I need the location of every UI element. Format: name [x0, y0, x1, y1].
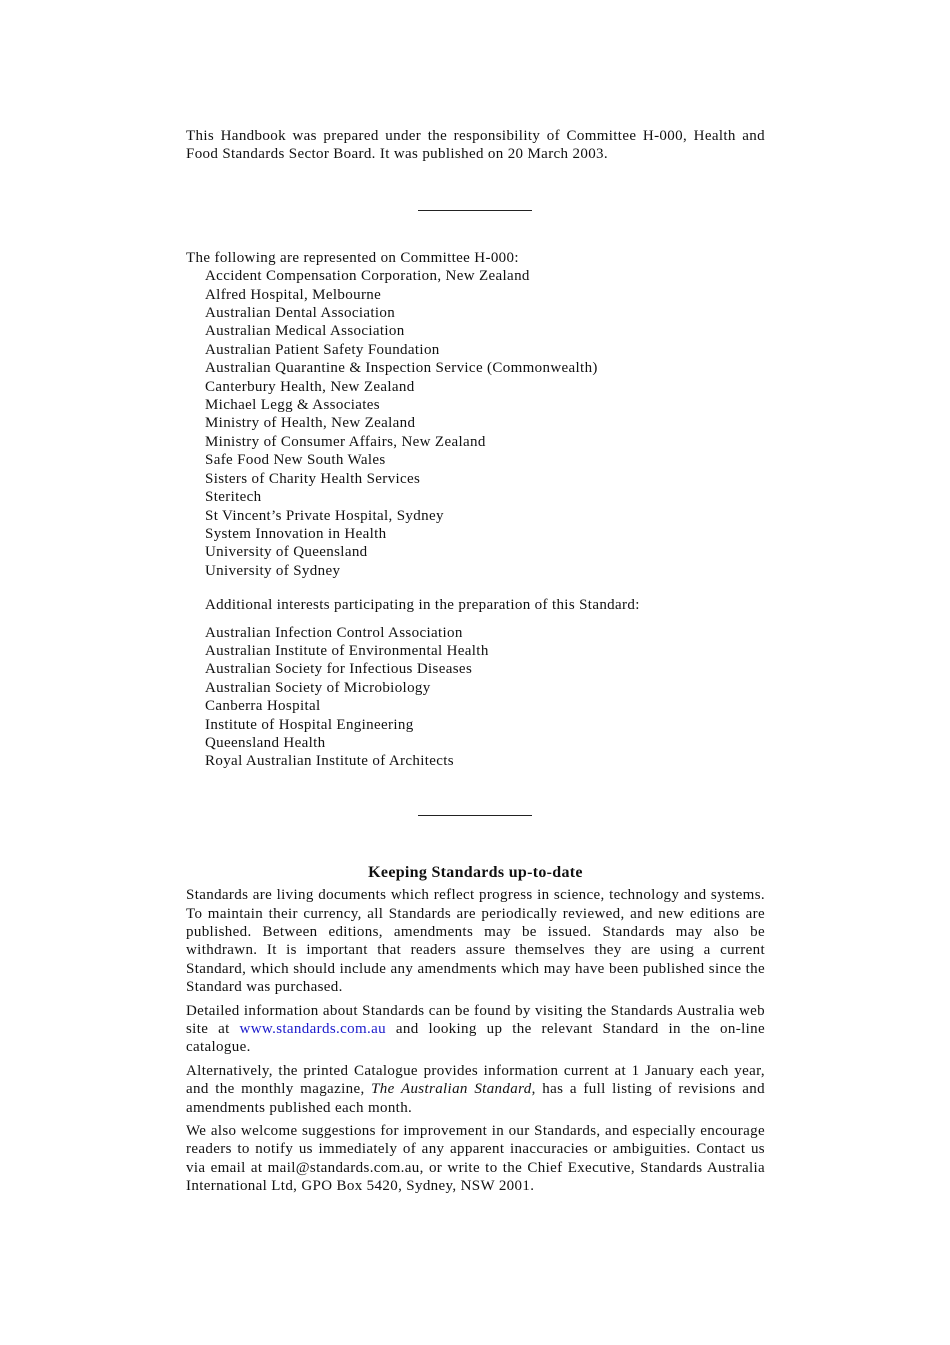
list-item: Accident Compensation Corporation, New Zealand	[205, 268, 530, 285]
list-item: Alfred Hospital, Melbourne	[205, 286, 382, 303]
list-item: Michael Legg & Associates	[205, 397, 380, 414]
paragraph-catalogue	[186, 1062, 765, 1117]
paragraph-text: Alternatively, the printed Catalogue provides information current at 1 January each year, and the monthly magazine,	[186, 1062, 765, 1098]
paragraph-text: , has a full listing of revisions and amendments published each month.	[186, 1081, 765, 1116]
paragraph-suggestions: We also welcome suggestions for improvement in our Standards, and especially encourage readers to notify us immediately of any apparent inaccuracies or ambiguities. Contact us via email at mail@standards.com.au, or write to the Chief Executive, Standards Australia International Ltd, GPO Box 5420, Sydney, NSW 2001.	[186, 1123, 765, 1195]
list-item: Institute of Hospital Engineering	[205, 716, 414, 733]
paragraph-web-info	[186, 1002, 765, 1057]
list-item: Australian Medical Association	[205, 323, 405, 340]
list-item: Australian Infection Control Association	[205, 624, 463, 641]
list-item: Canberra Hospital	[205, 698, 321, 715]
list-item: Royal Australian Institute of Architects	[205, 753, 454, 770]
list-item: Safe Food New South Wales	[205, 452, 386, 469]
list-item: Ministry of Consumer Affairs, New Zealand	[205, 433, 486, 450]
section-title: Keeping Standards up-to-date	[368, 863, 583, 881]
list-item: St Vincent’s Private Hospital, Sydney	[205, 507, 444, 524]
standards-website-link[interactable]: www.standards.com.au	[239, 1021, 386, 1038]
committee-member-list	[186, 267, 765, 580]
list-item: Queensland Health	[205, 734, 326, 751]
paragraph-standards-living: Standards are living documents which reflect progress in science, technology and systems. To maintain their currency, all Standards are periodically reviewed, and new editions are published. Between editions, amendments may be issued. Standards may also be withdrawn. It is important that readers assure themselves they are using a current Standard, which should include any amendments which may have been published since the Standard was purchased.	[186, 887, 765, 996]
additional-interests-list	[186, 624, 765, 771]
list-item: Australian Dental Association	[205, 305, 396, 322]
committee-heading: The following are represented on Committee H-000:	[186, 249, 519, 266]
document-page	[186, 127, 765, 1196]
list-item: University of Sydney	[205, 562, 341, 579]
list-item: Canterbury Health, New Zealand	[205, 378, 415, 395]
list-item: Australian Society of Microbiology	[205, 679, 431, 696]
list-item: Australian Quarantine & Inspection Service (Commonwealth)	[205, 360, 598, 377]
list-item: University of Queensland	[205, 544, 368, 561]
magazine-title: The Australian Standard	[371, 1081, 532, 1098]
list-item: Steritech	[205, 489, 262, 506]
list-item: Australian Patient Safety Foundation	[205, 341, 440, 358]
list-item: System Innovation in Health	[205, 525, 387, 542]
additional-interests-heading: Additional interests participating in the preparation of this Standard:	[205, 597, 640, 614]
paragraph-text: Detailed information about Standards can be found by visiting the Standards Australia web site at	[186, 1002, 765, 1038]
list-item: Ministry of Health, New Zealand	[205, 415, 416, 432]
list-item: Australian Society for Infectious Diseases	[205, 661, 473, 678]
list-item: Sisters of Charity Health Services	[205, 470, 421, 487]
list-item: Australian Institute of Environmental Health	[205, 642, 489, 659]
paragraph-text: and looking up the relevant Standard in the on-line catalogue.	[186, 1021, 765, 1056]
intro-paragraph: This Handbook was prepared under the responsibility of Committee H-000, Health and Food Standards Sector Board. It was published on 20 March 2003.	[186, 128, 765, 163]
